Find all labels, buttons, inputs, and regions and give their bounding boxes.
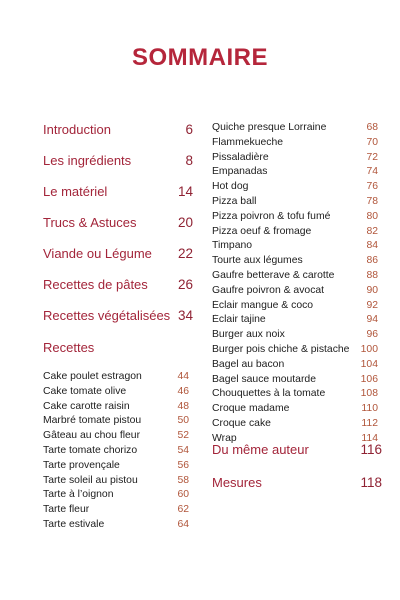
toc-entry-label: Tarte à l’oignon	[43, 489, 114, 501]
toc-entry-label: Cake poulet estragon	[43, 371, 142, 382]
toc-entry-label: Éclair mangue & coco	[212, 299, 314, 311]
toc-entry-label: Gaufre poivron & avocat	[212, 284, 325, 296]
toc-entry[interactable]	[212, 300, 378, 315]
toc-entry-label: Marbré tomate pistou	[43, 415, 142, 427]
toc-entry-page: 70	[366, 136, 378, 148]
toc-entry-label: Introduction	[43, 122, 111, 137]
toc-entry[interactable]	[43, 415, 189, 430]
toc-entry-page: 78	[366, 195, 378, 207]
toc-entry-label: Éclair tajine	[212, 314, 266, 326]
toc-entry-label: Pizza poivron & tofu fumé	[212, 210, 331, 222]
toc-entry-label: Le matériel	[43, 184, 108, 199]
toc-entry[interactable]	[43, 475, 189, 490]
toc-entry-page: 82	[366, 225, 378, 237]
recipes-right-list	[212, 122, 378, 448]
toc-entry-label: Du même auteur	[212, 442, 309, 457]
toc-entry-page: 6	[185, 122, 193, 137]
toc-entry-page: 26	[177, 277, 193, 292]
toc-entry[interactable]	[212, 329, 378, 344]
toc-entry-label: Mesures	[212, 475, 262, 490]
toc-entry-page: 56	[177, 459, 189, 471]
recipes-left-list	[43, 371, 189, 534]
toc-entry-page: 20	[177, 215, 193, 230]
toc-entry[interactable]	[212, 255, 378, 270]
toc-entry-label: Wrap	[212, 432, 237, 444]
toc-entry-page: 84	[366, 240, 378, 252]
toc-entry-page: 58	[177, 474, 189, 486]
toc-entry-page: 118	[360, 475, 382, 490]
toc-entry[interactable]	[212, 240, 378, 255]
toc-entry-page: 106	[360, 373, 378, 385]
toc-entry-label: Tarte soleil au pistou	[43, 474, 138, 486]
toc-entry-page: 34	[177, 308, 193, 323]
toc-entry-label: Croque cake	[212, 417, 271, 429]
toc-entry[interactable]	[43, 246, 193, 277]
toc-entry-page: 112	[361, 417, 378, 429]
toc-entry-page: 8	[185, 153, 193, 168]
toc-entry[interactable]	[43, 386, 189, 401]
toc-entry[interactable]	[212, 314, 378, 329]
toc-entry-label: Quiche presque Lorraine	[212, 122, 327, 133]
toc-entry-page: 86	[366, 255, 378, 267]
toc-entry[interactable]	[212, 226, 378, 241]
toc-entry-page: 48	[177, 400, 189, 412]
toc-entry-page: 14	[177, 184, 193, 199]
toc-entry[interactable]	[212, 166, 378, 181]
toc-entry-label: Tarte provençale	[43, 459, 120, 471]
toc-entry[interactable]	[212, 418, 378, 433]
toc-entry-label: Flammekueche	[212, 136, 284, 148]
toc-entry-label: Gaufre betterave & carotte	[212, 269, 335, 281]
toc-entry-label: Les ingrédients	[43, 153, 132, 168]
toc-entry-label: Bagel sauce moutarde	[212, 373, 316, 385]
toc-entry-page: 96	[366, 329, 378, 341]
toc-entry-label: Bagel au bacon	[212, 358, 285, 370]
toc-entry[interactable]	[212, 211, 378, 226]
toc-entry-label: Cake tomate olive	[43, 385, 127, 397]
toc-entry-label: Tarte estivale	[43, 518, 105, 530]
toc-entry-page: 90	[366, 284, 378, 296]
toc-entry[interactable]	[212, 359, 378, 374]
toc-entry-page: 110	[361, 403, 378, 415]
toc-entry-label: Pizza oeuf & fromage	[212, 225, 312, 237]
toc-entry[interactable]	[212, 442, 382, 475]
toc-entry-page: 68	[366, 122, 378, 133]
toc-entry[interactable]	[212, 403, 378, 418]
toc-entry-page: 94	[366, 314, 378, 326]
toc-entry[interactable]	[43, 445, 189, 460]
toc-entry[interactable]	[212, 285, 378, 300]
toc-entry[interactable]	[43, 430, 189, 445]
toc-entry[interactable]	[43, 277, 193, 308]
toc-entry-page: 52	[177, 430, 189, 442]
toc-entry-page: 92	[366, 299, 378, 311]
toc-entry-label: Tarte tomate chorizo	[43, 444, 138, 456]
toc-entry-page: 62	[177, 504, 189, 516]
toc-entry-label: Pizza ball	[212, 195, 257, 207]
toc-entry[interactable]	[212, 152, 378, 167]
toc-entry-label: Hot dog	[212, 181, 249, 193]
toc-entry-label: Recettes de pâtes	[43, 277, 148, 292]
toc-entry-label: Croque madame	[212, 403, 290, 415]
toc-entry[interactable]	[212, 181, 378, 196]
toc-entry[interactable]	[212, 388, 378, 403]
toc-entry-label: Empanadas	[212, 166, 268, 178]
toc-entry-label: Pissaladière	[212, 151, 269, 163]
toc-entry-page: 114	[361, 432, 378, 444]
toc-entry[interactable]	[43, 489, 189, 504]
toc-entry-page: 50	[177, 415, 189, 427]
extra-sections	[212, 442, 382, 508]
toc-entry-page: 44	[177, 371, 189, 382]
toc-entry-page: 72	[366, 151, 378, 163]
toc-entry[interactable]	[212, 196, 378, 211]
toc-entry-page: 46	[177, 385, 189, 397]
toc-entry[interactable]	[212, 270, 378, 285]
toc-entry-label: Recettes végétalisées	[43, 308, 171, 323]
toc-entry-page: 116	[360, 442, 382, 457]
toc-entry-label: Chouquettes à la tomate	[212, 388, 326, 400]
main-sections	[43, 122, 193, 339]
toc-entry-page: 104	[360, 358, 378, 370]
toc-entry[interactable]	[212, 137, 378, 152]
toc-entry[interactable]	[43, 401, 189, 416]
toc-entry[interactable]	[43, 371, 189, 386]
toc-entry[interactable]	[43, 519, 189, 534]
toc-entry[interactable]	[43, 460, 189, 475]
toc-entry[interactable]	[212, 475, 382, 508]
toc-entry[interactable]	[212, 374, 378, 389]
toc-entry[interactable]	[43, 122, 193, 153]
toc-entry-label: Tarte fleur	[43, 504, 90, 516]
toc-entry-page: 22	[177, 246, 193, 261]
toc-entry[interactable]	[212, 122, 378, 137]
toc-entry-label: Viande ou Légume	[43, 246, 152, 261]
toc-entry-label: Burger aux noix	[212, 329, 285, 341]
toc-entry-page: 60	[177, 489, 189, 501]
toc-entry-label: Gâteau au chou fleur	[43, 430, 141, 442]
toc-entry-page: 76	[366, 181, 378, 193]
toc-entry-page: 100	[360, 343, 378, 355]
toc-entry-page: 88	[366, 269, 378, 281]
toc-entry-label: Trucs & Astuces	[43, 215, 137, 230]
toc-entry[interactable]	[43, 308, 193, 339]
toc-entry-label: Cake carotte raisin	[43, 400, 130, 412]
toc-entry[interactable]	[43, 504, 189, 519]
toc-entry[interactable]	[43, 153, 193, 184]
toc-entry-page: 54	[177, 444, 189, 456]
toc-entry-page: 74	[366, 166, 378, 178]
page-title: SOMMAIRE	[132, 44, 268, 71]
toc-entry-page: 108	[360, 388, 378, 400]
toc-entry-label: Burger pois chiche & pistache	[212, 343, 350, 355]
toc-entry-label: Timpano	[212, 240, 253, 252]
toc-entry-page: 64	[177, 518, 189, 530]
toc-entry[interactable]	[43, 184, 193, 215]
toc-entry-page: 80	[366, 210, 378, 222]
toc-entry[interactable]	[212, 344, 378, 359]
toc-entry[interactable]	[43, 215, 193, 246]
toc-entry-label: Tourte aux légumes	[212, 255, 303, 267]
recettes-heading: Recettes	[43, 340, 95, 355]
